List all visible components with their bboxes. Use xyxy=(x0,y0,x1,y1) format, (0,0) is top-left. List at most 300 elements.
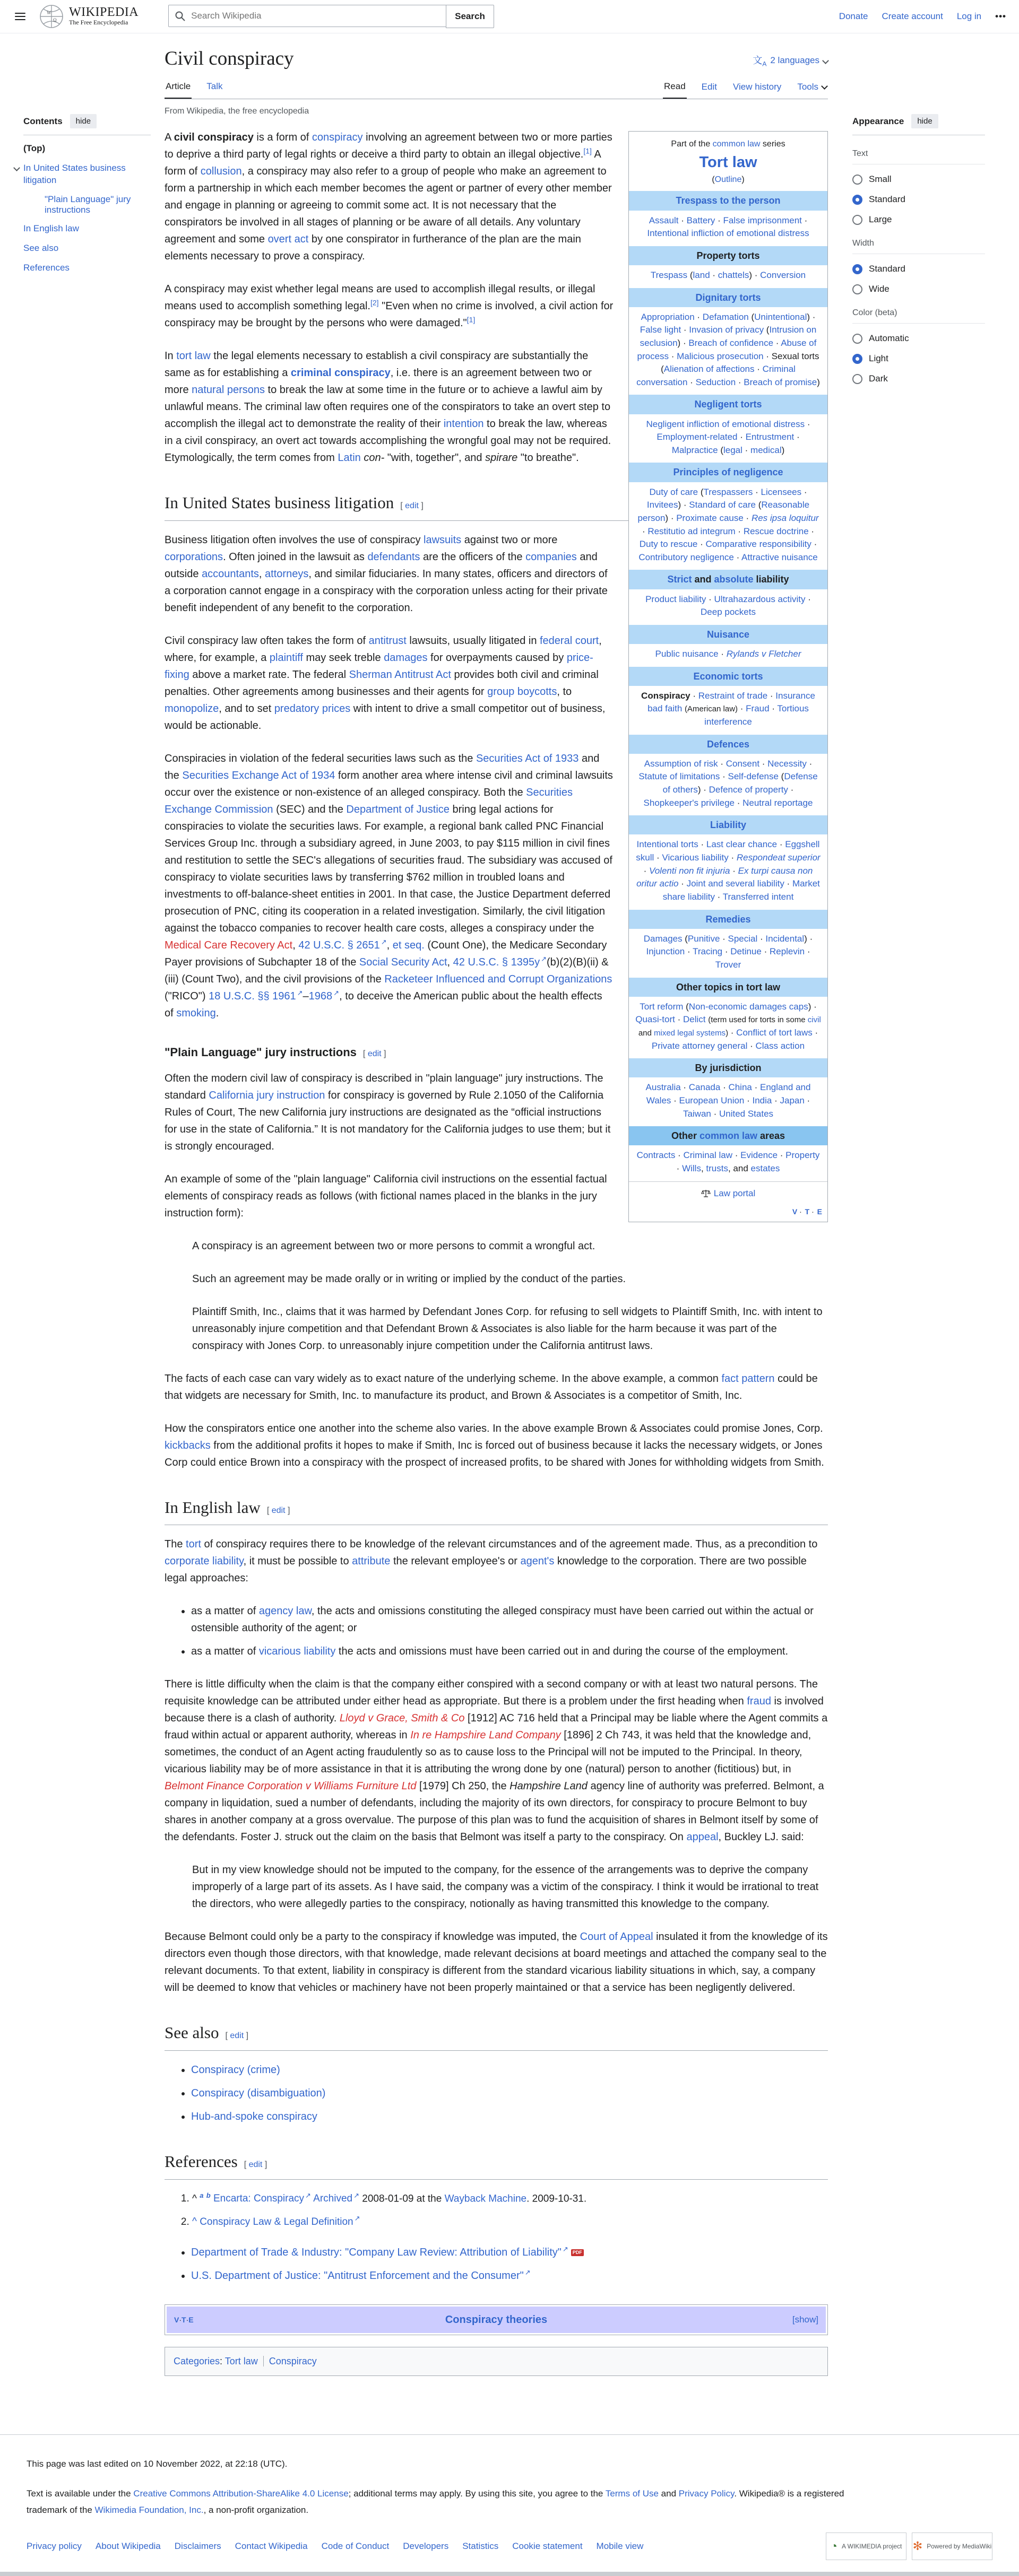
toc-hide-button[interactable]: hide xyxy=(70,114,97,128)
external-link[interactable]: U.S. Department of Justice: "Antitrust Enforcement and the Consumer" ↗ xyxy=(191,2268,531,2282)
link[interactable]: medical xyxy=(750,445,782,455)
link[interactable]: companies xyxy=(525,551,577,563)
languages-button[interactable]: 文$_A$ 2 languages xyxy=(753,53,828,70)
external-link[interactable]: 42 U.S.C. § 1395y ↗ xyxy=(453,954,547,968)
link[interactable]: kickbacks xyxy=(165,1439,211,1451)
small-text: (term used for torts in some xyxy=(708,1015,808,1025)
link[interactable]: England and Wales xyxy=(646,1082,811,1106)
link[interactable]: Damages xyxy=(643,933,683,944)
appearance-option[interactable] xyxy=(852,264,985,274)
appearance-option[interactable] xyxy=(852,194,985,205)
link[interactable]: Creative Commons Attribution-ShareAlike 4.0 License xyxy=(133,2488,349,2499)
link[interactable]: intention xyxy=(443,418,484,430)
toc-item-link[interactable]: In United States business litigation xyxy=(23,162,126,185)
link[interactable]: absolute xyxy=(714,574,754,585)
italic-text: Hampshire Land xyxy=(510,1780,588,1792)
link[interactable]: Joint and several liability xyxy=(686,878,784,889)
vte-link[interactable]: E xyxy=(188,2315,194,2324)
appearance-option[interactable] xyxy=(852,214,985,225)
toc-subitem-link[interactable]: "Plain Language" jury instructions xyxy=(45,194,131,215)
link[interactable]: Securities Exchange Commission xyxy=(165,786,573,815)
link[interactable]: Department of Justice xyxy=(346,803,450,815)
infobox-section-content: Tort reform (Non-economic damages caps) · Quasi-tort · Delict (term used for torts in some civil and mixed legal systems) · Conflict of tort laws · Private attorney general · Class action xyxy=(635,1001,821,1051)
link[interactable]: Licensees xyxy=(761,486,802,497)
infobox-section-header[interactable] xyxy=(629,246,827,265)
link[interactable]: accountants xyxy=(202,568,259,580)
search-input[interactable] xyxy=(168,5,446,27)
vte-link[interactable]: V xyxy=(792,1207,798,1216)
link[interactable]: Punitive xyxy=(687,933,720,944)
link[interactable]: Tort reform xyxy=(640,1001,684,1012)
search-button[interactable]: Search xyxy=(446,5,494,28)
link[interactable]: Ultrahazardous activity xyxy=(714,594,806,604)
link[interactable]: Nuisance xyxy=(706,629,750,640)
search-icon xyxy=(175,11,185,21)
navbox-title-link[interactable]: Conspiracy theories xyxy=(445,2314,548,2326)
link[interactable]: Attractive nuisance xyxy=(741,552,818,562)
link[interactable]: chattels xyxy=(718,269,749,280)
link[interactable]: False light xyxy=(640,325,681,335)
external-link-icon: ↗ xyxy=(381,937,387,946)
footer-link[interactable]: Developers xyxy=(403,2540,449,2551)
section-heading-text: See also xyxy=(165,2023,219,2042)
link[interactable]: Conspiracy (disambiguation) xyxy=(191,2087,326,2099)
link[interactable]: corporate liability xyxy=(165,1555,244,1568)
link[interactable]: India xyxy=(752,1095,772,1106)
link[interactable]: Trover xyxy=(715,959,741,970)
external-link[interactable]: Archived ↗ xyxy=(313,2191,359,2204)
link[interactable]: estates xyxy=(750,1163,780,1173)
link[interactable]: Remedies xyxy=(705,913,751,925)
infobox-section-header[interactable] xyxy=(629,735,827,754)
link[interactable]: Quasi-tort xyxy=(635,1014,675,1025)
link[interactable]: Trespassers xyxy=(703,486,753,497)
link[interactable]: Defense of others xyxy=(662,771,818,795)
toc-expand-icon[interactable] xyxy=(10,162,23,187)
bold-text: Other xyxy=(671,1130,700,1142)
link[interactable]: Transferred intent xyxy=(722,891,794,902)
red-link[interactable]: Belmont Finance Corporation v Williams Furniture Ltd xyxy=(165,1780,417,1792)
link[interactable]: natural persons xyxy=(192,384,265,396)
infobox-section-content: Conspiracy · Restraint of trade · Insurance bad faith (American law) · Fraud · Tortious interference xyxy=(641,690,815,727)
view-edit[interactable]: Edit xyxy=(701,82,717,92)
link[interactable]: Duty of care xyxy=(649,486,698,497)
vte-link[interactable]: E xyxy=(817,1207,822,1216)
link[interactable]: damages xyxy=(384,651,428,664)
link[interactable]: smoking xyxy=(176,1007,216,1019)
link[interactable]: Special xyxy=(728,933,758,944)
link[interactable]: attorneys xyxy=(265,568,309,580)
link[interactable]: corporations xyxy=(165,551,223,563)
link[interactable]: Comparative responsibility xyxy=(705,539,811,550)
toc-item-link[interactable]: See also xyxy=(23,242,59,253)
link[interactable]: Public nuisance xyxy=(655,648,719,659)
link[interactable]: Product liability xyxy=(645,594,706,604)
link[interactable]: common law xyxy=(712,140,761,149)
link[interactable]: Delict xyxy=(683,1014,706,1025)
page-title: Civil conspiracy xyxy=(165,48,294,69)
infobox-section-header[interactable] xyxy=(629,463,827,482)
infobox-section-content: Damages (Punitive · Special · Incidental) · Injunction · Tracing · Detinue · Replevin · Trover xyxy=(643,933,813,970)
link[interactable]: Class action xyxy=(755,1040,805,1051)
link[interactable]: Principles of negligence xyxy=(673,467,783,478)
vte-link[interactable]: T xyxy=(805,1207,810,1216)
link[interactable]: Trespass xyxy=(650,269,688,280)
infobox-section-header[interactable] xyxy=(629,1126,827,1145)
link[interactable]: Liability xyxy=(710,820,746,831)
link[interactable]: defendants xyxy=(367,551,420,563)
link[interactable]: False imprisonment xyxy=(723,215,802,225)
reference-link[interactable]: [1] xyxy=(467,315,476,324)
link[interactable]: Private attorney general xyxy=(651,1040,748,1051)
link[interactable]: Breach of promise xyxy=(744,377,817,387)
toc-item-link[interactable]: References xyxy=(23,262,70,273)
link[interactable]: Trespass to the person xyxy=(676,195,781,206)
link[interactable]: civil xyxy=(807,1015,821,1025)
link[interactable]: Statute of limitations xyxy=(638,771,720,782)
link[interactable]: Neutral reportage xyxy=(742,797,813,808)
link[interactable]: agency law xyxy=(258,1605,312,1617)
link[interactable]: Securities Act of 1933 xyxy=(476,752,579,764)
link[interactable]: Unintentional xyxy=(754,311,807,322)
link[interactable]: Dignitary torts xyxy=(695,292,761,303)
wikimedia-badge[interactable] xyxy=(826,2533,906,2560)
link[interactable]: Rescue doctrine xyxy=(743,526,809,536)
footer-link[interactable]: Contact Wikipedia xyxy=(235,2540,308,2551)
paragraph: A civil conspiracy is a form of conspiracy involving an agreement between two or more parties to deprive a third party of legal rights or deceive a third party to obtain an illegal objective.[1] A form of collusion, a conspiracy may also refer to a group of people who make an agreement to form a partnership in which each member becomes the agent or partner of every other member and engage in planning or agreeing to commit some act. It is not necessary that the conspirators be involved in all stages of planning or be aware of all details. Any voluntary agreement and some overt act by one conspirator in furtherance of the plan are the main elements necessary to prove a conspiracy. xyxy=(165,132,612,262)
radio-button[interactable] xyxy=(852,195,862,205)
link[interactable]: Replevin xyxy=(769,946,805,957)
link[interactable]: Breach of confidence xyxy=(688,337,774,348)
infobox-section-header[interactable] xyxy=(629,667,827,686)
toc-item xyxy=(23,162,165,187)
link[interactable]: Vicarious liability xyxy=(662,852,729,863)
infobox-section-header[interactable] xyxy=(629,978,827,997)
external-link[interactable]: Department of Trade & Industry: "Company Law Review: Attribution of Liability" ↗ xyxy=(191,2245,568,2258)
link[interactable]: Non-economic damages caps xyxy=(688,1001,808,1012)
link[interactable]: Wills xyxy=(682,1163,701,1173)
link[interactable]: agent's xyxy=(520,1555,555,1568)
link[interactable]: Invitees xyxy=(646,500,678,510)
link[interactable]: Sherman Antitrust Act xyxy=(349,668,451,681)
link[interactable]: Criminal conversation xyxy=(636,364,796,387)
link[interactable]: Tortious interference xyxy=(704,703,809,727)
infobox-section-content: Appropriation · Defamation (Unintentional) · False light · Invasion of privacy (Intrusion on seclusion) · Breach of confidence · Abuse of process · Malicious prosecution · Sexual torts (Alienation of affections · Criminal conversation · Seduction · Breach of promise) xyxy=(636,311,820,387)
link[interactable]: appeal xyxy=(686,1831,719,1843)
link[interactable]: Proximate cause xyxy=(676,512,744,523)
svg-text:W: W xyxy=(47,10,51,15)
navbox-show-button[interactable]: [show] xyxy=(792,2314,818,2325)
edit-link[interactable]: edit xyxy=(271,1505,286,1515)
link[interactable]: Injunction xyxy=(646,946,685,957)
link[interactable]: Market share liability xyxy=(662,878,820,902)
main-menu-icon[interactable] xyxy=(15,13,25,20)
link[interactable]: Last clear chance xyxy=(706,839,778,850)
link[interactable]: federal court xyxy=(540,634,599,647)
link[interactable]: Intrusion on seclusion xyxy=(640,325,817,348)
link[interactable]: plaintiff xyxy=(269,651,303,664)
link[interactable]: fraud xyxy=(747,1695,771,1708)
tab-article[interactable]: Article xyxy=(165,75,192,99)
login-link[interactable]: Log in xyxy=(956,11,982,21)
external-link[interactable]: 18 U.S.C. §§ 1961 ↗ xyxy=(209,988,303,1002)
footer-link[interactable]: Code of Conduct xyxy=(321,2540,390,2551)
link[interactable]: Fraud xyxy=(746,703,770,714)
infobox-section-header[interactable] xyxy=(629,625,827,644)
infobox-section-header[interactable] xyxy=(629,815,827,834)
edit-link[interactable]: edit xyxy=(405,501,419,510)
infobox-section-header[interactable] xyxy=(629,1058,827,1077)
link[interactable]: lawsuits xyxy=(424,534,462,546)
appearance-option[interactable] xyxy=(852,333,985,344)
footer-link[interactable]: Disclaimers xyxy=(174,2540,221,2551)
law-portal-link[interactable]: Law portal xyxy=(713,1188,756,1198)
appearance-option[interactable] xyxy=(852,284,985,294)
reference-link[interactable]: [1] xyxy=(583,146,592,155)
link[interactable]: Conflict of tort laws xyxy=(736,1027,813,1038)
link[interactable]: California jury instruction xyxy=(209,1089,325,1101)
category-separator xyxy=(263,2356,264,2366)
tab-talk[interactable]: Talk xyxy=(206,81,223,91)
link[interactable]: antitrust xyxy=(368,634,407,647)
radio-button[interactable] xyxy=(852,175,862,185)
small-text: and xyxy=(638,1028,654,1038)
link[interactable]: Reasonable person xyxy=(637,500,810,523)
link[interactable]: Defamation xyxy=(702,311,749,322)
link[interactable]: Court of Appeal xyxy=(580,1931,653,1943)
link[interactable]: ^ xyxy=(192,2216,197,2227)
category-link[interactable]: Conspiracy xyxy=(269,2356,317,2366)
link[interactable]: Malpractice xyxy=(671,445,718,455)
radio-button[interactable] xyxy=(852,354,862,364)
toc-item-link[interactable]: In English law xyxy=(23,223,79,233)
link[interactable]: common law xyxy=(699,1130,757,1142)
link[interactable]: Canada xyxy=(688,1082,721,1093)
donate-link[interactable]: Donate xyxy=(839,11,868,21)
external-link-icon: ↗ xyxy=(353,2191,359,2199)
link[interactable]: Assumption of risk xyxy=(644,758,718,769)
infobox-section-header[interactable] xyxy=(629,288,827,307)
radio-button[interactable] xyxy=(852,284,862,294)
site-tagline: From Wikipedia, the free encyclopedia xyxy=(165,107,309,116)
bold-text: civil conspiracy xyxy=(174,132,254,143)
link[interactable]: Hub-and-spoke conspiracy xyxy=(191,2110,317,2122)
category-link[interactable]: Tort law xyxy=(224,2356,258,2366)
more-options-icon[interactable]: ••• xyxy=(995,11,1006,21)
link[interactable]: Seduction xyxy=(695,377,736,387)
link[interactable]: Duty to rescue xyxy=(639,539,698,550)
create-account-link[interactable]: Create account xyxy=(882,11,943,21)
link[interactable]: United States xyxy=(719,1108,774,1119)
link[interactable]: Defence of property xyxy=(709,784,788,795)
link[interactable]: Australia xyxy=(645,1082,681,1093)
link[interactable]: Alienation of affections xyxy=(663,364,755,375)
edit-section: [ edit ] xyxy=(244,2160,267,2169)
link[interactable]: Contributory negligence xyxy=(638,552,734,562)
link[interactable]: Rylands v Fletcher xyxy=(726,648,801,659)
footer-link[interactable]: Privacy policy xyxy=(27,2540,82,2551)
radio-button[interactable] xyxy=(852,215,862,225)
link[interactable]: China xyxy=(728,1082,752,1093)
link[interactable]: mixed legal systems xyxy=(654,1028,726,1038)
link[interactable]: et seq. xyxy=(392,939,425,951)
link[interactable]: Economic torts xyxy=(693,671,763,682)
link[interactable]: Evidence xyxy=(740,1150,778,1161)
link[interactable]: Malicious prosecution xyxy=(677,351,764,361)
link[interactable]: Battery xyxy=(686,215,715,225)
section-heading xyxy=(165,2148,828,2180)
radio-button[interactable] xyxy=(852,334,862,344)
link[interactable]: Shopkeeper's privilege xyxy=(643,797,735,808)
link[interactable]: Employment-related xyxy=(657,432,738,442)
link[interactable]: Negligent infliction of emotional distress xyxy=(646,419,805,429)
link[interactable]: Ex turpi causa non oritur actio xyxy=(636,865,813,889)
link[interactable]: Respondeat superior xyxy=(736,852,821,863)
vte-link[interactable]: T xyxy=(182,2315,186,2324)
link[interactable]: Invasion of privacy xyxy=(689,325,764,335)
categories-link[interactable]: Categories xyxy=(174,2356,220,2366)
link[interactable]: Standard of care xyxy=(689,500,756,510)
appearance-option[interactable] xyxy=(852,174,985,185)
link[interactable]: Taiwan xyxy=(683,1108,711,1119)
link[interactable]: trusts xyxy=(706,1163,728,1173)
reference-link[interactable]: [2] xyxy=(370,298,379,307)
link[interactable]: Japan xyxy=(780,1095,805,1106)
link[interactable]: Conspiracy (crime) xyxy=(191,2064,280,2076)
infobox-title-link[interactable]: Tort law xyxy=(699,154,757,171)
edit-link[interactable]: edit xyxy=(230,2031,244,2041)
footer-link[interactable]: Statistics xyxy=(462,2540,499,2551)
link[interactable]: Social Security Act xyxy=(359,956,447,968)
link[interactable]: Incidental xyxy=(765,933,805,944)
appearance-option[interactable] xyxy=(852,373,985,384)
radio-button[interactable] xyxy=(852,374,862,384)
link[interactable]: Assault xyxy=(649,215,679,225)
infobox-section-header[interactable] xyxy=(629,395,827,414)
wikipedia-logo[interactable] xyxy=(39,4,139,29)
link[interactable]: Wikimedia Foundation, Inc. xyxy=(94,2504,204,2515)
link[interactable]: monopolize xyxy=(165,702,219,715)
link[interactable]: European Union xyxy=(679,1095,745,1106)
svg-text:Ω: Ω xyxy=(53,18,57,23)
footer-link[interactable]: Mobile view xyxy=(596,2540,644,2551)
red-link[interactable]: In re Hampshire Land Company xyxy=(410,1729,561,1742)
link[interactable]: Res ipsa loquitur xyxy=(751,512,819,523)
link[interactable]: Wayback Machine xyxy=(444,2192,527,2204)
link[interactable]: Terms of Use xyxy=(605,2488,659,2499)
edit-section: [ edit ] xyxy=(362,1049,386,1058)
link[interactable]: Consent xyxy=(726,758,760,769)
infobox-section-header[interactable] xyxy=(629,570,827,589)
external-link[interactable]: 1968 ↗ xyxy=(308,988,340,1002)
infobox-section-header[interactable] xyxy=(629,910,827,929)
link[interactable]: Conversion xyxy=(760,269,806,280)
link[interactable]: Self-defense xyxy=(728,771,779,782)
link[interactable]: Contracts xyxy=(636,1150,676,1161)
link[interactable]: Strict xyxy=(667,574,692,585)
link[interactable]: Deep pockets xyxy=(701,607,756,617)
link[interactable]: Detinue xyxy=(730,946,762,957)
red-link[interactable]: Medical Care Recovery Act xyxy=(165,939,293,951)
link[interactable]: Entrustment xyxy=(745,432,795,442)
external-link-icon: ↗ xyxy=(562,2245,568,2253)
external-link[interactable]: 42 U.S.C. § 2651 ↗ xyxy=(298,937,387,951)
link[interactable]: legal xyxy=(723,445,742,455)
appearance-option[interactable] xyxy=(852,353,985,364)
tools-menu[interactable]: Tools xyxy=(796,75,828,99)
link[interactable]: Intentional torts xyxy=(636,839,698,850)
link[interactable]: group boycotts xyxy=(487,685,557,698)
link[interactable]: vicarious liability xyxy=(258,1646,336,1658)
link[interactable]: Volenti non fit injuria xyxy=(649,865,730,876)
backref-link[interactable]: b xyxy=(206,2191,211,2199)
footer-link[interactable]: About Wikipedia xyxy=(95,2540,161,2551)
radio-button[interactable] xyxy=(852,264,862,274)
bold-text: By jurisdiction xyxy=(695,1063,762,1074)
link[interactable]: Necessity xyxy=(767,758,807,769)
red-link[interactable]: Lloyd v Grace, Smith & Co xyxy=(339,1712,465,1725)
edit-link[interactable]: edit xyxy=(248,2160,263,2169)
link[interactable]: collusion xyxy=(200,166,242,177)
link[interactable]: overt act xyxy=(267,233,309,245)
link[interactable]: conspiracy xyxy=(312,132,363,143)
view-read[interactable]: Read xyxy=(663,75,687,99)
link[interactable]: Restraint of trade xyxy=(698,690,768,701)
appearance-hide-button[interactable]: hide xyxy=(911,114,938,128)
paragraph: Civil conspiracy law often takes the form of antitrust lawsuits, usually litigated in federal court, where, for example, a plaintiff may seek treble damages for overpayments caused by price-fixing above a market rate. The federal Sherman Antitrust Act provides both civil and criminal penalties. Other agreements among businesses and their agents for group boycotts, to monopolize, and to set predatory prices with intent to drive a small competitor out of business, would be actionable. xyxy=(165,634,606,732)
link[interactable]: Restitutio ad integrum xyxy=(647,526,736,536)
link[interactable]: tort xyxy=(186,1538,201,1551)
mediawiki-badge[interactable] xyxy=(912,2533,992,2560)
link[interactable]: tort law xyxy=(176,350,211,362)
link[interactable]: Latin xyxy=(338,452,361,464)
vte-link[interactable]: V xyxy=(174,2315,179,2324)
link[interactable]: Property xyxy=(785,1150,820,1161)
link[interactable]: Criminal law xyxy=(683,1150,733,1161)
link[interactable]: price-fixing xyxy=(165,651,593,681)
link[interactable]: Securities Exchange Act of 1934 xyxy=(182,769,335,781)
paragraph: Business litigation often involves the use of conspiracy lawsuits against two or more corporations. Often joined in the lawsuit as defendants are the officers of the companies and outside accountants, attorneys, and similar fiduciaries. In many states, officers and directors of a corporation cannot engage in a conspiracy with the corporation unless acting for their private benefit independent of any benefit to the corporation. xyxy=(165,534,608,614)
bold-text: Property torts xyxy=(696,250,760,261)
link[interactable]: Eggshell skull xyxy=(636,839,820,863)
link[interactable]: Outline xyxy=(714,175,742,185)
edit-link[interactable]: edit xyxy=(367,1049,382,1058)
link[interactable]: predatory prices xyxy=(274,702,351,715)
backref-link[interactable]: a xyxy=(200,2191,204,2199)
link[interactable]: Privacy Policy xyxy=(678,2488,735,2499)
external-link[interactable]: Encarta: Conspiracy ↗ xyxy=(213,2191,311,2204)
paragraph: How the conspirators entice one another into the scheme also varies. In the above example Brown & Associates could promise Jones, Corp. kickbacks from the additional profits it hopes to make if Smith, Inc is forced out of business because it lacks the necessary widgets, or Jones Corp could entice Brown into a conspiracy with the prospect of increased profits, to be shared with Jones for withholding widgets from Smith. xyxy=(165,1422,824,1468)
footer-link[interactable]: Cookie statement xyxy=(512,2540,583,2551)
link[interactable]: Racketeer Influenced and Corrupt Organizations xyxy=(384,973,612,985)
infobox-section-header[interactable] xyxy=(629,191,827,210)
link[interactable]: Abuse of process xyxy=(637,337,817,361)
external-link[interactable]: Conspiracy Law & Legal Definition ↗ xyxy=(200,2214,360,2227)
link[interactable]: Appropriation xyxy=(641,311,695,322)
appearance-option-label: Light xyxy=(869,353,888,363)
link[interactable]: land xyxy=(693,269,710,280)
link[interactable]: Negligent torts xyxy=(694,399,762,410)
view-history[interactable]: View history xyxy=(732,82,782,92)
link[interactable]: fact pattern xyxy=(721,1372,775,1385)
link[interactable]: Insurance bad faith xyxy=(647,690,815,714)
link[interactable]: criminal conspiracy xyxy=(290,367,391,379)
toc-item-top[interactable]: (Top) xyxy=(23,143,46,153)
link[interactable]: Tracing xyxy=(693,946,723,957)
link[interactable]: attribute xyxy=(352,1555,391,1568)
link[interactable]: Intentional infliction of emotional distress xyxy=(647,228,809,239)
link[interactable]: Defences xyxy=(706,738,750,750)
